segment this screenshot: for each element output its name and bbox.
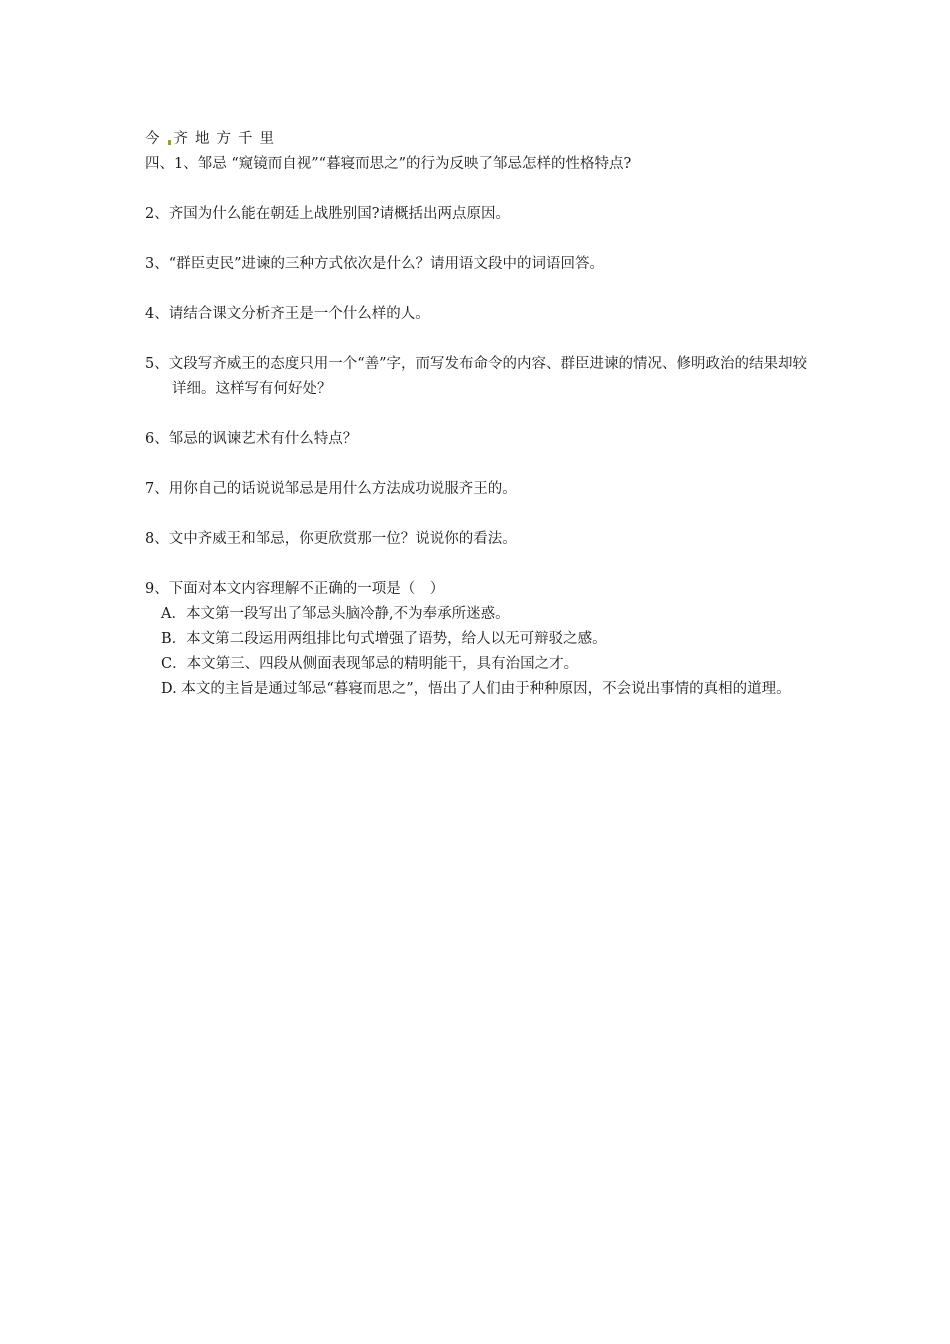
document-body	[145, 127, 815, 702]
fragment-char: 千	[238, 131, 253, 147]
option-b: B．本文第二段运用两组排比句式增强了语势，给人以无可辩驳之感。	[161, 631, 607, 647]
highlight-dot-mark	[168, 140, 171, 145]
spacer	[145, 327, 815, 352]
question-2: 2、齐国为什么能在朝廷上战胜别国?请概括出两点原因。	[145, 206, 510, 222]
fragment-char: 今	[145, 131, 160, 147]
option-c: C．本文第三、四段从侧面表现邹忌的精明能干，具有治国之才。	[161, 656, 579, 672]
answer-options	[145, 602, 815, 702]
question-7: 7、用你自己的话说说邹忌是用什么方法成功说服齐王的。	[145, 481, 517, 497]
fragment-char: 方	[216, 131, 231, 147]
text-fragment-line	[145, 127, 815, 152]
question-6: 6、邹忌的讽谏艺术有什么特点？	[145, 431, 358, 447]
fragment-char: 里	[259, 131, 274, 147]
spacer	[145, 502, 815, 527]
spacer	[145, 402, 815, 427]
question-5: 5、文段写齐威王的态度只用一个“善”字，而写发布命令的内容、群臣进谏的情况、修明政治的结果却较详细。这样写有何好处？	[145, 356, 808, 397]
question-8: 8、文中齐威王和邹忌，你更欣赏那一位？说说你的看法。	[145, 531, 517, 547]
fragment-char: 地	[195, 131, 210, 147]
spacer	[145, 452, 815, 477]
spacer	[145, 277, 815, 302]
question-1: 四、1、邹忌 “窥镜而自视”“暮寝而思之”的行为反映了邹忌怎样的性格特点?	[145, 156, 632, 172]
question-9: 9、下面对本文内容理解不正确的一项是（ ）	[145, 581, 445, 597]
option-a: A．本文第一段写出了邹忌头脑冷静,不为奉承所迷惑。	[161, 606, 510, 622]
question-4: 4、请结合课文分析齐王是一个什么样的人。	[145, 306, 430, 322]
option-d: D. 本文的主旨是通过邹忌“暮寝而思之”，悟出了人们由于种种原因，不会说出事情的真相的道理。	[161, 681, 791, 697]
question-3: 3、“群臣吏民”进谏的三种方式依次是什么？请用语文段中的词语回答。	[145, 256, 605, 272]
fragment-char: 齐	[173, 131, 188, 147]
spacer	[145, 177, 815, 202]
spacer	[145, 227, 815, 252]
spacer	[145, 552, 815, 577]
